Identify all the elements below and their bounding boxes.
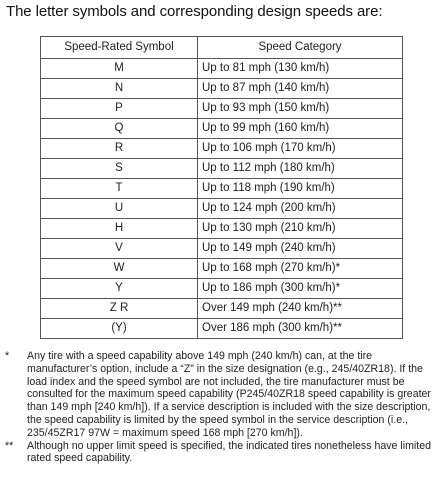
speed-symbol-cell: M xyxy=(41,59,198,79)
speed-symbol-cell: Q xyxy=(41,119,198,139)
table-header-row xyxy=(41,37,403,59)
page-heading: The letter symbols and corresponding design speeds are: xyxy=(6,3,383,20)
speed-category-cell: Up to 93 mph (150 km/h) xyxy=(198,99,403,119)
speed-category-cell: Up to 118 mph (190 km/h) xyxy=(198,179,403,199)
table-row xyxy=(41,119,403,139)
speed-symbol-cell: Y xyxy=(41,279,198,299)
speed-symbol-cell: N xyxy=(41,79,198,99)
speed-category-cell: Up to 149 mph (240 km/h) xyxy=(198,239,403,259)
speed-symbol-cell: (Y) xyxy=(41,319,198,339)
speed-symbol-cell: T xyxy=(41,179,198,199)
table-row xyxy=(41,239,403,259)
table-row xyxy=(41,159,403,179)
table-row xyxy=(41,139,403,159)
table-row xyxy=(41,259,403,279)
table-row xyxy=(41,59,403,79)
speed-category-cell: Up to 186 mph (300 km/h)* xyxy=(198,279,403,299)
footnote-marker: ** xyxy=(5,439,14,452)
speed-symbol-cell: Z R xyxy=(41,299,198,319)
speed-symbol-cell: P xyxy=(41,99,198,119)
speed-category-cell: Up to 87 mph (140 km/h) xyxy=(198,79,403,99)
speed-symbol-cell: R xyxy=(41,139,198,159)
speed-symbol-cell: S xyxy=(41,159,198,179)
footnote-text: Although no upper limit speed is specified, the indicated tires nonetheless have limited rated speed capability. xyxy=(27,439,431,465)
footnotes xyxy=(5,350,437,465)
footnote-double-asterisk xyxy=(5,440,437,466)
speed-symbol-cell: U xyxy=(41,199,198,219)
speed-category-cell: Up to 168 mph (270 km/h)* xyxy=(198,259,403,279)
speed-symbol-cell: H xyxy=(41,219,198,239)
speed-category-cell: Up to 112 mph (180 km/h) xyxy=(198,159,403,179)
speed-category-cell: Over 186 mph (300 km/h)** xyxy=(198,319,403,339)
table-row xyxy=(41,179,403,199)
speed-category-cell: Up to 81 mph (130 km/h) xyxy=(198,59,403,79)
speed-symbol-cell: W xyxy=(41,259,198,279)
table-row xyxy=(41,319,403,339)
footnote-text: Any tire with a speed capability above 149 mph (240 km/h) can, at the tire manufacturer’s option, include a “Z” in the size designation (e.g., 245/40ZR18). If the load index and the speed symbol are not included, the tire manufacturer must be consulted for the maximum speed capability (P245/40ZR18 speed capability is greater than 149 mph [240 km/h]). If a service description is included with the size description, the speed capability is limited by the speed symbol in the service description (i.e., 235/45ZR17 97W = maximum speed 168 mph [270 km/h]). xyxy=(27,350,431,439)
speed-category-cell: Over 149 mph (240 km/h)** xyxy=(198,299,403,319)
speed-category-cell: Up to 99 mph (160 km/h) xyxy=(198,119,403,139)
table-body xyxy=(41,59,403,339)
table-row xyxy=(41,299,403,319)
footnote-marker: * xyxy=(5,350,10,362)
table-row xyxy=(41,99,403,119)
speed-category-cell: Up to 130 mph (210 km/h) xyxy=(198,219,403,239)
table-row xyxy=(41,279,403,299)
speed-rating-table xyxy=(40,36,403,339)
footnote-single-asterisk xyxy=(5,350,437,440)
table-row xyxy=(41,219,403,239)
table-row xyxy=(41,199,403,219)
column-header-category: Speed Category xyxy=(198,37,403,59)
column-header-symbol: Speed-Rated Symbol xyxy=(41,37,198,59)
speed-symbol-cell: V xyxy=(41,239,198,259)
table-row xyxy=(41,79,403,99)
speed-category-cell: Up to 106 mph (170 km/h) xyxy=(198,139,403,159)
speed-category-cell: Up to 124 mph (200 km/h) xyxy=(198,199,403,219)
